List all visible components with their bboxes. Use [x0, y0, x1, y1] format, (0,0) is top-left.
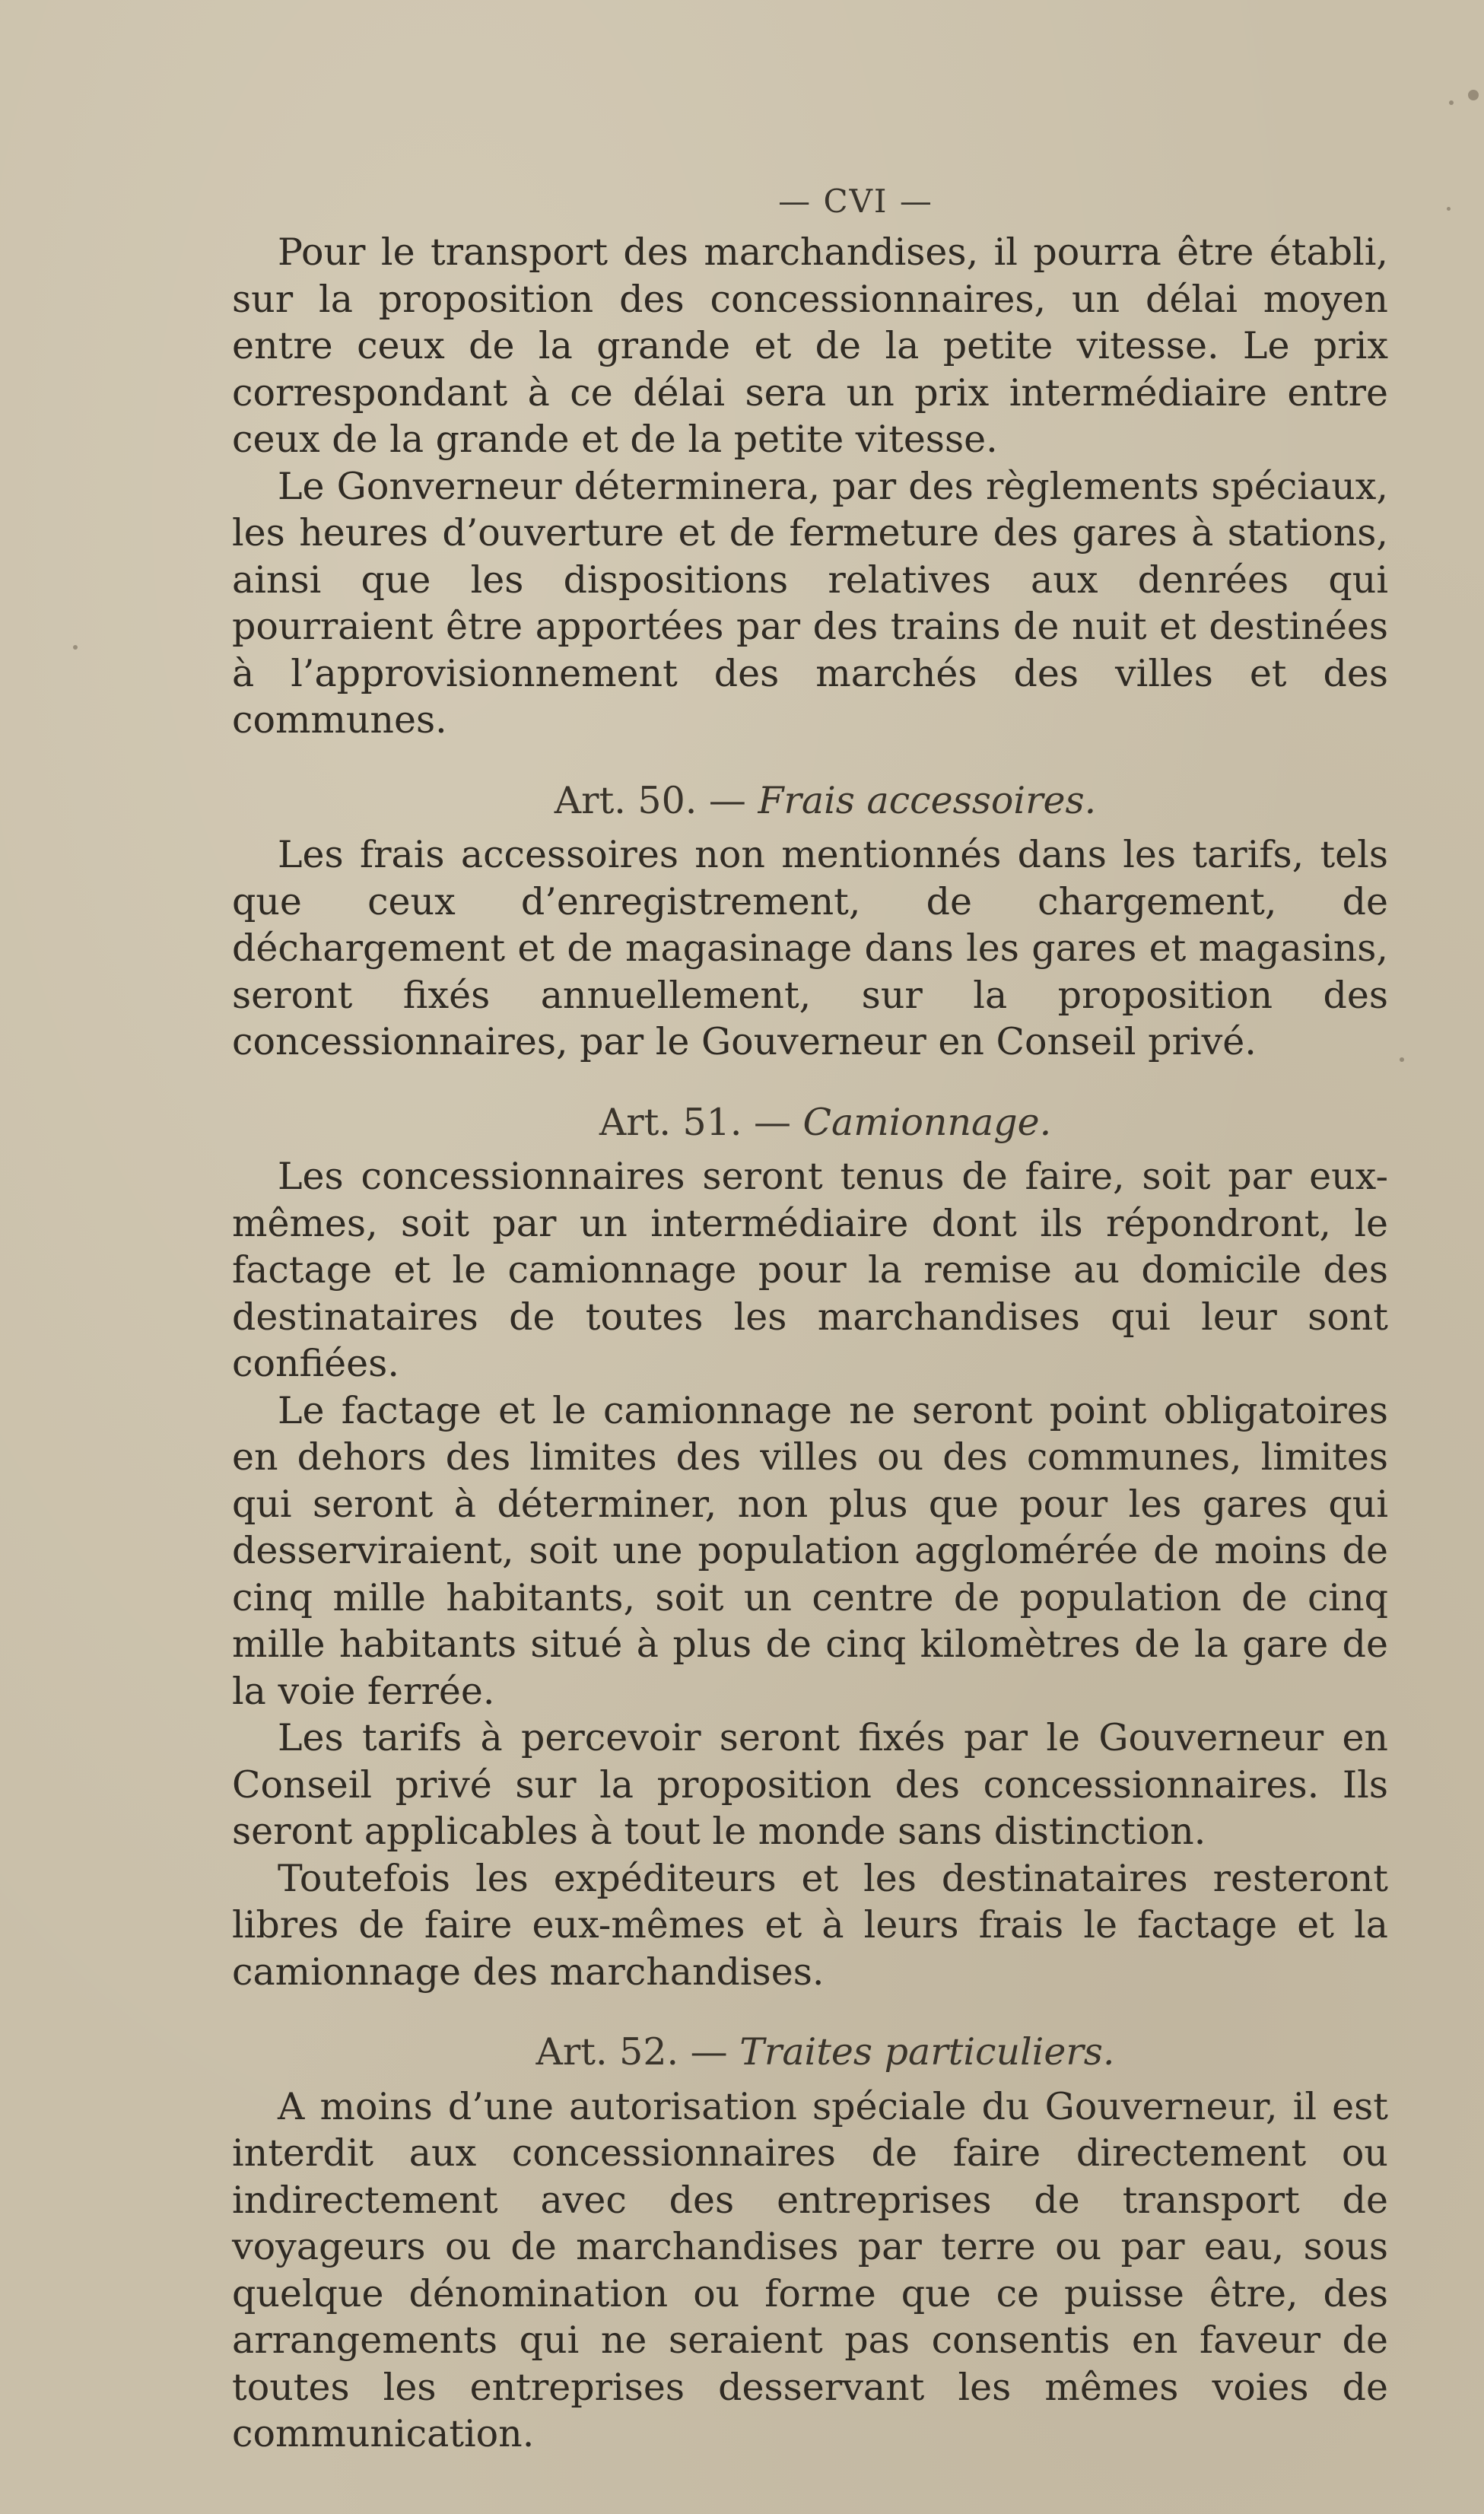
article-50-number: Art. 50. — — [554, 778, 746, 822]
article-50-heading — [232, 777, 1388, 825]
article-51-paragraph-4: Toutefois les expéditeurs et les destinataires resteront libres de faire eux-mêmes et à leurs frais le factage et la camionnage des marchandises. — [232, 1856, 1388, 1994]
paper-speck — [1468, 90, 1479, 100]
article-51-paragraph-2: Le factage et le camionnage ne seront point obligatoires en dehors des limites des villes ou des communes, limites qui seront à déterminer, non plus que pour les gares qui desserviraient, soit une population agglomérée de moins de cinq mille habitants, soit un centre de population de cinq mille habitants situé à plus de cinq kilomètres de la gare de la voie ferrée. — [232, 1388, 1388, 1713]
paragraph-delai-moyen: Pour le transport des marchandises, il pourra être établi, sur la proposition des concessionnaires, un délai moyen entre ceux de la grande et de la petite vitesse. Le prix correspondant à ce délai sera un prix intermédiaire entre ceux de la grande et de la petite vitesse. — [232, 230, 1388, 461]
article-51-heading — [232, 1099, 1388, 1146]
paper-speck — [1449, 100, 1454, 105]
article-51-paragraph-3: Les tarifs à percevoir seront fixés par le Gouverneur en Conseil privé sur la proposition des concessionnaires. Ils seront applicables à tout le monde sans distinction. — [232, 1716, 1388, 1853]
article-51-paragraph-1: Les concessionnaires seront tenus de faire, soit par eux-mêmes, soit par un intermédiaire dont ils répondront, le factage et le camionnage pour la remise au domicile des destinataires de toutes les marchandises qui leur sont confiées. — [232, 1155, 1388, 1385]
paper-speck — [73, 645, 78, 650]
article-52-heading — [232, 2029, 1388, 2076]
paragraph-heures-ouverture: Le Gonverneur déterminera, par des règlements spéciaux, les heures d’ouverture et de fermeture des gares à stations, ainsi que les dispositions relatives aux denrées qui pourraient être apportées par des trains de nuit et destinées à l’approvisionnement des marchés des villes et des communes. — [232, 464, 1388, 742]
page-number: — CVI — — [778, 183, 933, 220]
paper-speck — [1400, 1057, 1404, 1062]
paper-speck — [1447, 207, 1451, 211]
article-52-paragraph: A moins d’une autorisation spéciale du Gouverneur, il est interdit aux concessionnaires de faire directement ou indirectement avec des entreprises de transport de voyageurs ou de marchandises par terre ou par eau, sous quelque dénomination ou forme que ce puisse être, des arrangements qui ne seraient pas consentis en faveur de toutes les entreprises desservant les mêmes voies de communication. — [232, 2084, 1388, 2455]
document-page — [232, 183, 1388, 2458]
article-52-number: Art. 52. — — [535, 2030, 728, 2074]
article-51-number: Art. 51. — — [599, 1100, 791, 1144]
article-52-title: Traites particuliers. — [739, 2030, 1115, 2074]
article-50-paragraph: Les frais accessoires non mentionnés dans les tarifs, tels que ceux d’enregistrement, de chargement, de déchargement et de magasinage dans les gares et magasins, seront fixés annuellement, sur la proposition des concessionnaires, par le Gouverneur en Conseil privé. — [232, 833, 1388, 1063]
article-51-title: Camionnage. — [802, 1100, 1052, 1144]
article-50-title: Frais accessoires. — [758, 778, 1097, 822]
